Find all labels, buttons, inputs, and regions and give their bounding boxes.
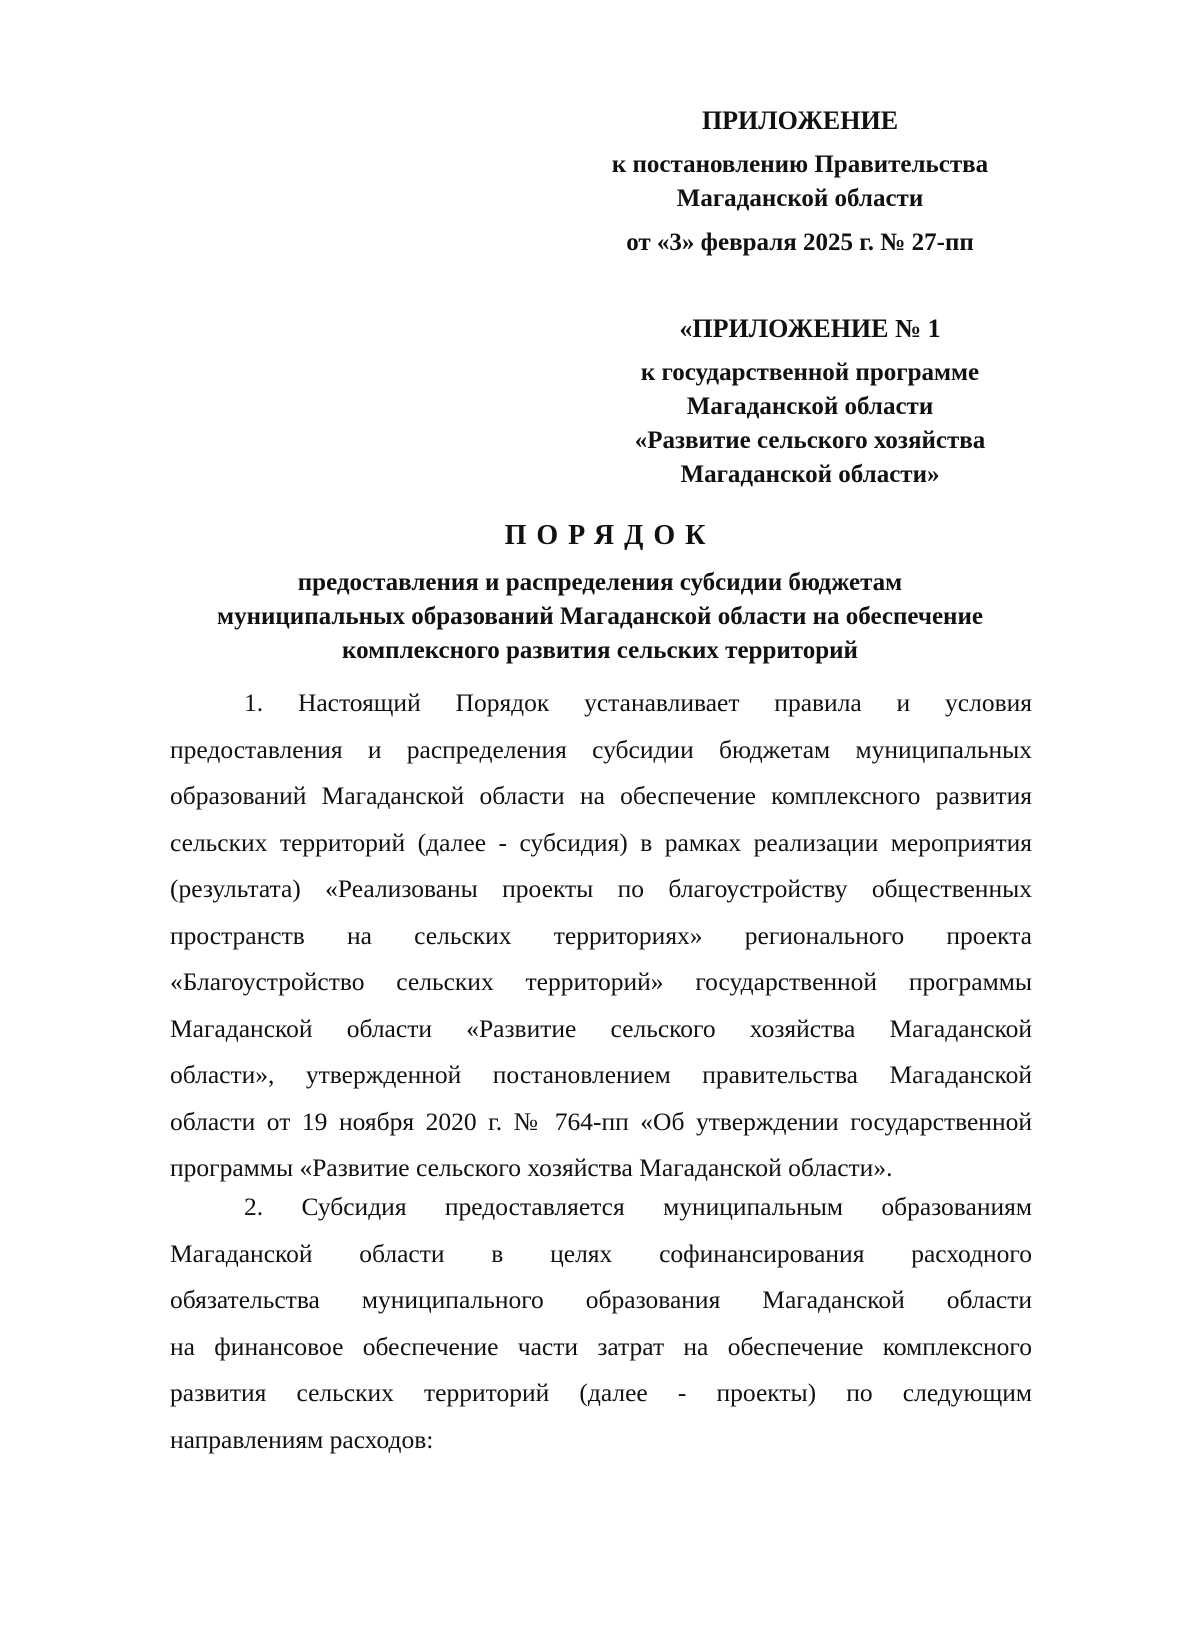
paragraph-line: образований Магаданской области на обеспечение комплексного развития: [170, 781, 1032, 810]
paragraph-line: (результата) «Реализованы проекты по благоустройству общественных: [170, 874, 1032, 903]
appendix-1-header: [600, 312, 1020, 492]
paragraph-line: «Благоустройство сельских территорий» государственной программы: [170, 967, 1032, 996]
paragraph-2: [170, 1184, 1032, 1463]
paragraph-line: развития сельских территорий (далее - проекты) по следующим: [170, 1378, 1032, 1407]
paragraph-line: направлениям расходов:: [170, 1424, 434, 1454]
subtitle-line: муниципальных образований Магаданской области на обеспечение: [217, 603, 983, 630]
paragraph-line: Магаданской области «Развитие сельского хозяйства Магаданской: [170, 1013, 1032, 1043]
appendix-line-1: к постановлению Правительства: [611, 151, 989, 178]
subtitle-line: предоставления и распределения субсидии бюджетам: [297, 569, 903, 596]
appendix-1-title: «ПРИЛОЖЕНИЕ № 1: [679, 314, 941, 343]
appendix-date: от «3» февраля 2025 г. № 27-пп: [626, 229, 974, 256]
document-title: ПОРЯДОК: [504, 520, 716, 551]
paragraph-line: программы «Развитие сельского хозяйства Магаданской области».: [170, 1153, 893, 1182]
paragraph-line: Магаданской области в целях софинансирования расходного: [170, 1238, 1032, 1268]
paragraph-line: 1. Настоящий Порядок устанавливает правила и условия: [244, 688, 1032, 717]
appendix-1-line-3: «Развитие сельского хозяйства: [634, 427, 986, 454]
paragraph-line: 2. Субсидия предоставляется муниципальным образованиям: [244, 1192, 1032, 1221]
paragraph-line: области от 19 ноября 2020 г. № 764-пп «Об утверждении государственной: [170, 1106, 1032, 1136]
paragraph-line: предоставления и распределения субсидии бюджетам муниципальных: [170, 734, 1032, 764]
appendix-line-2: Магаданской области: [676, 185, 924, 212]
paragraph-1: [170, 680, 1032, 1192]
paragraph-line: области», утвержденной постановлением правительства Магаданской: [170, 1060, 1032, 1089]
appendix-title: ПРИЛОЖЕНИЕ: [701, 106, 899, 135]
paragraph-line: на финансовое обеспечение части затрат на обеспечение комплексного: [170, 1331, 1032, 1361]
paragraph-line: сельских территорий (далее - субсидия) в рамках реализации мероприятия: [170, 827, 1032, 857]
appendix-header: [600, 104, 1000, 260]
appendix-1-line-2: Магаданской области: [686, 393, 934, 420]
appendix-1-line-4: Магаданской области»: [680, 461, 940, 488]
paragraph-line: обязательства муниципального образования Магаданской области: [170, 1285, 1032, 1314]
subtitle-line: комплексного развития сельских территорий: [342, 637, 858, 664]
paragraph-line: пространств на сельских территориях» регионального проекта: [170, 920, 1032, 950]
appendix-1-line-1: к государственной программе: [640, 359, 980, 386]
document-subtitle: [0, 566, 1200, 668]
